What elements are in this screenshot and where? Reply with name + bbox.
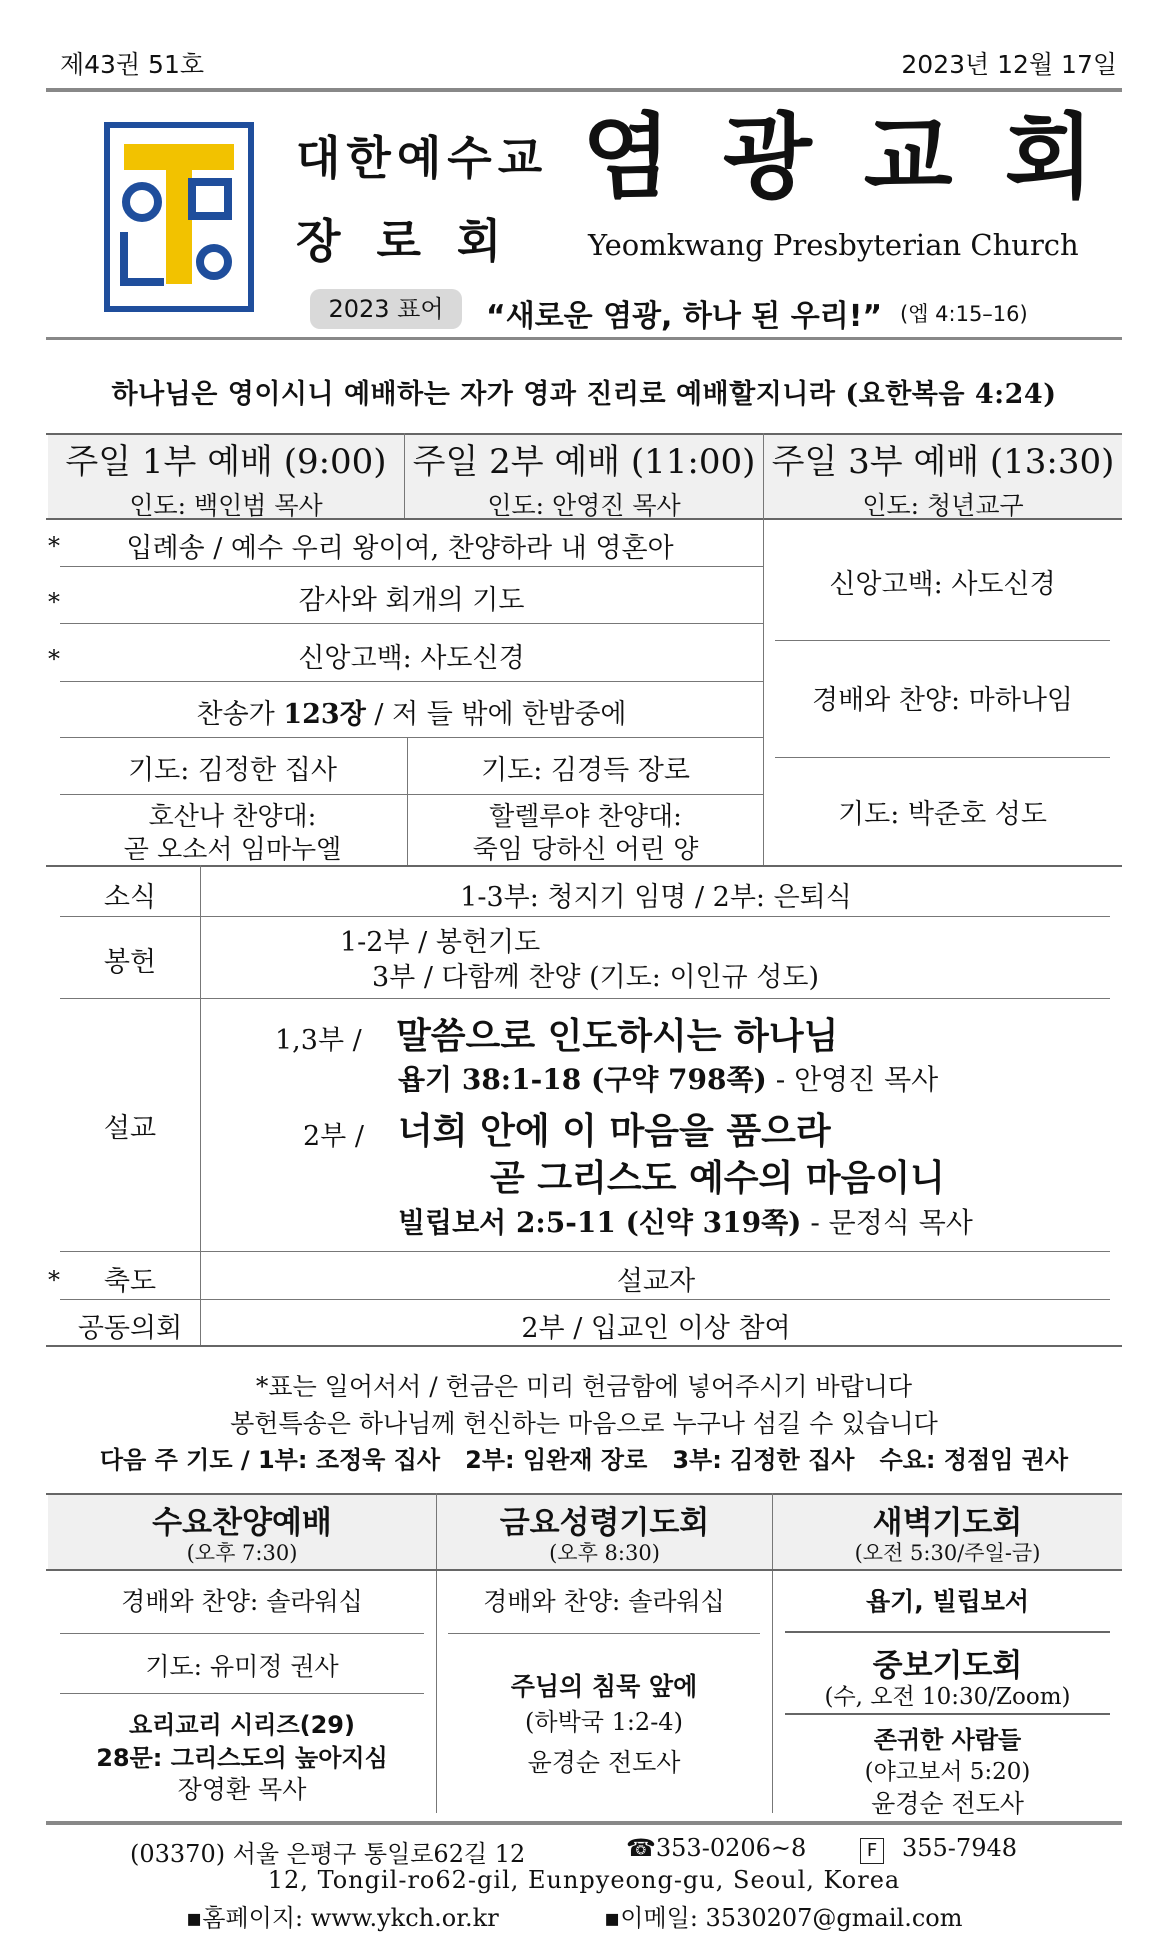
call-to-worship: 입례송 / 예수 우리 왕이여, 찬양하라 내 영혼아 [126, 533, 674, 564]
row-rule [60, 1251, 1110, 1252]
row-rule [46, 518, 1122, 520]
service-1-title: 주일 1부 예배 (9:00) [65, 442, 387, 482]
sermon-1-reference: 욥기 38:1-18 (구약 798쪽) [398, 1063, 767, 1096]
congregational-meeting: 2부 / 입교인 이상 참여 [521, 1313, 791, 1344]
row-rule [60, 737, 763, 738]
choir-2-song: 죽임 당하신 어린 양 [472, 835, 699, 865]
friday-sermon: 주님의 침묵 앞에 [510, 1672, 698, 1701]
issue-date: 2023년 12월 17일 [901, 50, 1117, 79]
prayer-service-2: 기도: 김경득 장로 [481, 755, 690, 786]
wednesday-topic: 28문: 그리스도의 높아지심 [96, 1744, 388, 1772]
row-rule [60, 1299, 1110, 1300]
label-divider [200, 865, 201, 1345]
standing-mark: * [48, 645, 60, 673]
dawn-title: 새벽기도회 [872, 1505, 1023, 1541]
friday-worship: 경배와 찬양: 솔라워십 [483, 1587, 725, 1616]
wednesday-preacher: 장영환 목사 [177, 1775, 307, 1804]
row-rule [785, 1713, 1110, 1715]
church-name: 염 광 교 회 [582, 104, 1104, 211]
header-bottom-rule [46, 337, 1122, 340]
row-rule [60, 623, 763, 624]
row-rule [448, 1633, 760, 1634]
prayer-service-1: 기도: 김정한 집사 [128, 755, 337, 786]
service-3-worship: 경배와 찬양: 마하나임 [812, 685, 1073, 716]
intercession-sermon: 존귀한 사람들 [873, 1726, 1022, 1754]
row-rule [60, 566, 763, 567]
denomination-line1: 대한예수교 [296, 131, 549, 185]
choir-1-song: 곧 오소서 임마누엘 [123, 835, 342, 865]
row-rule [785, 1631, 1110, 1633]
church-logo [104, 122, 254, 312]
sermon-2-title: 너희 안에 이 마음을 품으라 [398, 1111, 831, 1152]
row-rule [60, 998, 1110, 999]
header-top-rule [46, 88, 1122, 92]
hymn-prefix: 찬송가 [196, 699, 284, 730]
service-1-leader: 인도: 백인범 목사 [129, 491, 323, 520]
row-rule [775, 757, 1110, 758]
friday-title: 금요성령기도회 [499, 1505, 710, 1541]
friday-reference: (하박국 1:2-4) [525, 1708, 683, 1736]
creed: 신앙고백: 사도신경 [298, 643, 525, 674]
note-line-1: *표는 일어서서 / 헌금은 미리 헌금함에 넣어주시기 바랍니다 [255, 1372, 913, 1401]
fax: 355-7948 [902, 1834, 1017, 1862]
standing-mark: * [48, 588, 60, 616]
sermon-2-part: 2부 / [303, 1121, 364, 1152]
address: (03370) 서울 은평구 통일로62길 12 [130, 1840, 526, 1868]
row-rule [46, 865, 1122, 867]
sermon-2-scripture [398, 1201, 973, 1241]
meeting-label: 공동의회 [77, 1313, 183, 1344]
note-line-2: 봉헌특송은 하나님께 헌신하는 마음으로 누구나 섬길 수 있습니다 [230, 1409, 938, 1438]
volume-number: 제43권 51호 [60, 50, 205, 79]
motto: “새로운 염광, 하나 된 우리!” [486, 299, 883, 334]
wednesday-time: (오후 7:30) [186, 1541, 298, 1565]
sermon-1-scripture [398, 1058, 938, 1098]
motto-tag: 2023 표어 [310, 289, 462, 329]
footer-top-rule [46, 1821, 1122, 1825]
service-3-creed: 신앙고백: 사도신경 [829, 569, 1056, 600]
denomination-line2: 장 로 회 [296, 214, 512, 268]
col-divider [763, 518, 764, 865]
standing-mark: * [48, 532, 60, 560]
hymn-title: / 저 들 밖에 한밤중에 [365, 699, 627, 730]
homepage-link[interactable]: ▪홈페이지: www.ykch.or.kr [186, 1904, 499, 1932]
offering-line-2: 3부 / 다함께 찬양 (기도: 이인규 성도) [372, 962, 819, 993]
sermon-1-part: 1,3부 / [275, 1025, 362, 1056]
sermon-2-preacher: - 문정식 목사 [801, 1206, 973, 1239]
row-rule [60, 794, 763, 795]
news-label: 소식 [103, 882, 157, 913]
motto-reference: (엡 4:15–16) [900, 302, 1028, 326]
intercession-preacher: 윤경순 전도사 [871, 1789, 1024, 1818]
row-rule [60, 681, 763, 682]
next-week-prayer: 다음 주 기도 / 1부: 조정욱 집사 2부: 임완재 장로 3부: 김정한 집사 수요: 정점임 권사 [99, 1446, 1069, 1474]
wednesday-worship: 경배와 찬양: 솔라워십 [121, 1587, 363, 1616]
offering-label: 봉헌 [103, 947, 157, 978]
hymn-number: 123장 [283, 699, 366, 730]
email-link[interactable]: ▪이메일: 3530207@gmail.com [604, 1904, 963, 1932]
address-english: 12, Tongil-ro62-gil, Eunpyeong-gu, Seoul, Korea [267, 1866, 901, 1894]
sermon-2-reference: 빌립보서 2:5-11 (신약 319쪽) [398, 1206, 802, 1239]
row-rule [775, 640, 1110, 641]
scripture-verse: 하나님은 영이시니 예배하는 자가 영과 진리로 예배할지니라 (요한복음 4:24) [111, 379, 1057, 410]
service-2-title: 주일 2부 예배 (11:00) [412, 442, 756, 482]
table-bottom-rule [46, 1345, 1122, 1347]
service-3-leader: 인도: 청년교구 [862, 491, 1024, 520]
row-rule [60, 916, 1110, 917]
offering-line-1: 1-2부 / 봉헌기도 [340, 927, 541, 958]
friday-time: (오후 8:30) [549, 1541, 660, 1565]
row-rule [46, 1569, 1122, 1571]
dawn-text: 욥기, 빌립보서 [865, 1587, 1030, 1616]
intercession-title: 중보기도회 [872, 1648, 1023, 1684]
service-2-leader: 인도: 안영진 목사 [487, 491, 681, 520]
friday-preacher: 윤경순 전도사 [527, 1748, 681, 1777]
service-3-prayer: 기도: 박준호 성도 [838, 799, 1047, 830]
blessing: 설교자 [616, 1266, 696, 1297]
sermon-1-preacher: - 안영진 목사 [766, 1063, 939, 1096]
hymn [60, 692, 763, 731]
intercession-time: (수, 오전 10:30/Zoom) [824, 1684, 1071, 1710]
choir-2-name: 할렐루야 찬양대: [489, 802, 682, 832]
wednesday-title: 수요찬양예배 [152, 1505, 332, 1541]
row-rule [60, 1633, 424, 1634]
wednesday-prayer: 기도: 유미정 권사 [145, 1652, 339, 1681]
intercession-reference: (야고보서 5:20) [864, 1759, 1031, 1785]
wednesday-series: 요리교리 시리즈(29) [129, 1711, 355, 1739]
dawn-time: (오전 5:30/주일-금) [854, 1541, 1041, 1565]
standing-mark: * [48, 1266, 60, 1294]
col-divider [763, 433, 764, 518]
prayer-of-confession: 감사와 회개의 기도 [298, 585, 525, 616]
sermon-1-title: 말씀으로 인도하시는 하나님 [396, 1016, 839, 1057]
church-name-english: Yeomkwang Presbyterian Church [588, 228, 1079, 262]
service-3-title: 주일 3부 예배 (13:30) [771, 442, 1115, 482]
phone: ☎353-0206~8 [626, 1834, 807, 1862]
choir-1-name: 호산나 찬양대: [148, 802, 317, 832]
sermon-label: 설교 [103, 1113, 157, 1144]
blessing-label: 축도 [103, 1266, 157, 1297]
row-rule [60, 1693, 424, 1694]
fax-icon: F [860, 1838, 884, 1864]
col-divider [404, 433, 405, 518]
sermon-2-title-cont: 곧 그리스도 예수의 마음이니 [490, 1158, 945, 1199]
news: 1-3부: 청지기 임명 / 2부: 은퇴식 [460, 882, 852, 913]
